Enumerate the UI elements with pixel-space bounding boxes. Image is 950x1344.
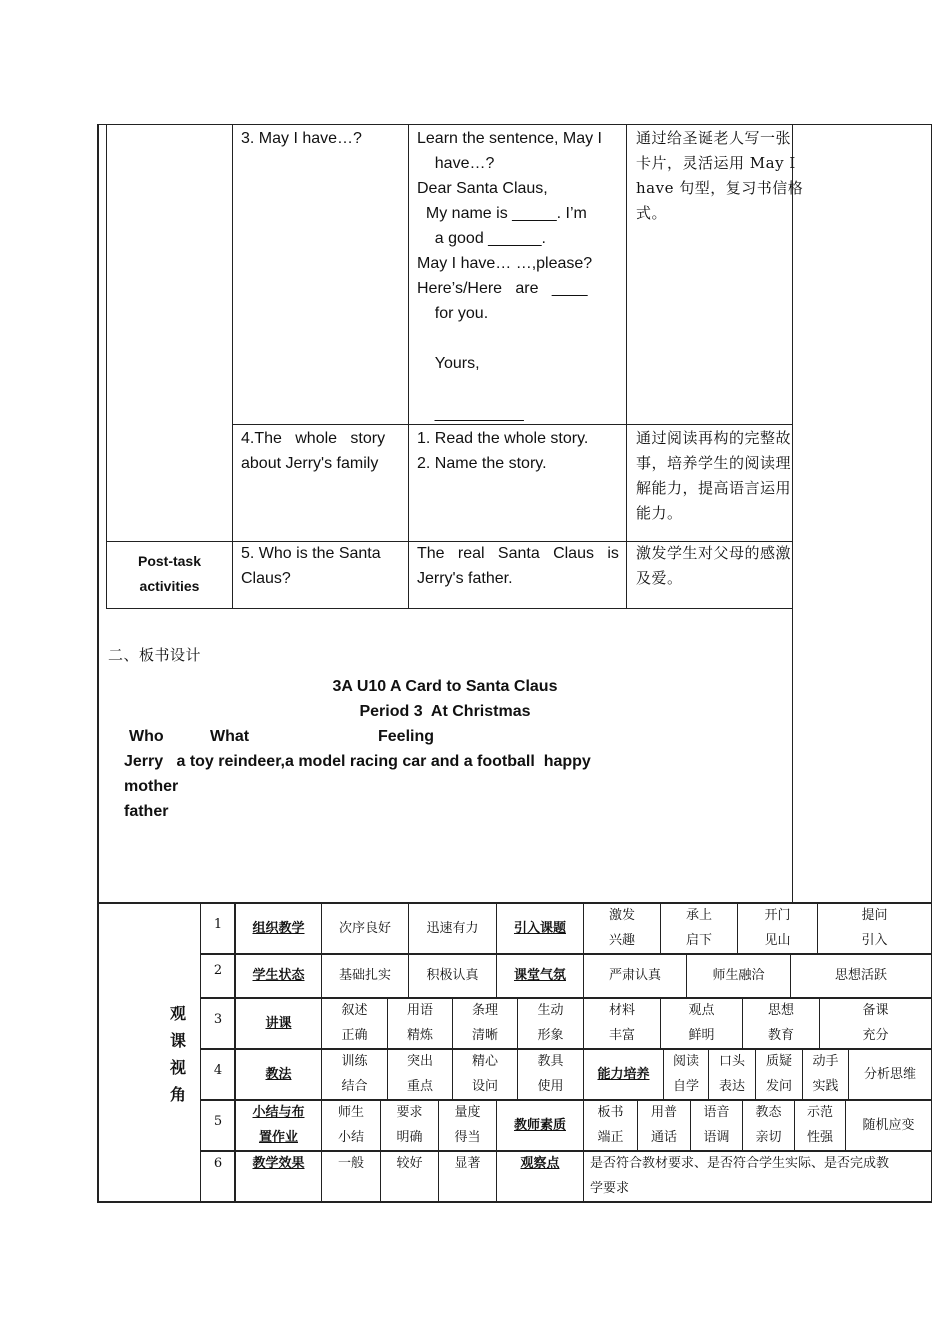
obs-side-char: 观 bbox=[169, 1004, 186, 1023]
obs-cell: 阅读 自学 bbox=[672, 1054, 699, 1094]
activity-line: 1. Read the whole story. bbox=[417, 430, 589, 447]
lesson-col-line-1 bbox=[232, 124, 233, 609]
purpose-line: 式。 bbox=[636, 204, 668, 222]
obs-cell-category: 观察点 bbox=[520, 1156, 560, 1171]
obs-cell: 用普 通话 bbox=[650, 1105, 677, 1145]
activity-line: May I have… …,please? bbox=[417, 255, 593, 272]
outer-bottom-border bbox=[97, 1201, 932, 1203]
stage-line: activities bbox=[139, 578, 200, 594]
obs-cell: 条理 清晰 bbox=[471, 1003, 498, 1043]
purpose-line: 事，培养学生的阅读理 bbox=[636, 454, 792, 472]
lesson-step-3: 3. May I have…? bbox=[241, 130, 362, 147]
activity-line: Jerry's father. bbox=[417, 570, 513, 587]
lesson-table-bottom bbox=[106, 608, 793, 609]
lesson-purpose-3 bbox=[636, 126, 816, 226]
board-subtitle: Period 3 At Christmas bbox=[359, 703, 531, 720]
obs-cell: 教态 亲切 bbox=[755, 1105, 782, 1145]
obs-cell: 语音 语调 bbox=[703, 1105, 730, 1145]
obs-row-num: 5 bbox=[213, 1114, 223, 1129]
obs-cell: 教具 使用 bbox=[537, 1054, 564, 1094]
obs-side-char: 角 bbox=[169, 1085, 186, 1104]
activity-line: Yours, bbox=[417, 355, 480, 372]
obs-cell: 积极认真 bbox=[426, 968, 479, 983]
obs-cell-category: 教法 bbox=[265, 1067, 292, 1082]
board-heading: 二、板书设计 bbox=[108, 646, 202, 664]
obs-cell: 板书 端正 bbox=[597, 1105, 624, 1145]
obs-cell: 显著 bbox=[454, 1156, 481, 1171]
obs-cell: 思想 教育 bbox=[767, 1003, 794, 1043]
obs-cell: 激发 兴趣 bbox=[608, 908, 635, 948]
obs-row-num: 4 bbox=[213, 1063, 223, 1078]
obs-row-num: 6 bbox=[213, 1156, 223, 1171]
obs-cell: 观点 鲜明 bbox=[688, 1003, 715, 1043]
obs-cell: 基础扎实 bbox=[338, 968, 391, 983]
obs-label-col-line bbox=[200, 902, 201, 1202]
obs-cell-note: 是否符合教材要求、是否符合学生实际、是否完成教 学要求 bbox=[590, 1156, 890, 1196]
obs-cell: 随机应变 bbox=[862, 1118, 915, 1133]
board-title: 3A U10 A Card to Santa Claus bbox=[332, 678, 558, 695]
lesson-col-line-2 bbox=[408, 124, 409, 609]
obs-cell-line bbox=[583, 1151, 584, 1202]
stage-line: Post-task bbox=[137, 553, 202, 569]
step-line: 4.The whole story bbox=[241, 430, 386, 447]
lesson-activity-4 bbox=[417, 426, 621, 476]
purpose-line: 卡片，灵活运用 May I bbox=[636, 154, 796, 172]
activity-line: Here’s/Here are ____ bbox=[417, 280, 588, 297]
obs-cell: 要求 明确 bbox=[396, 1105, 423, 1145]
obs-row-num: 3 bbox=[213, 1012, 223, 1027]
obs-cell: 示范 性强 bbox=[806, 1105, 833, 1145]
outer-left-border bbox=[97, 124, 99, 1202]
obs-cell: 突出 重点 bbox=[406, 1054, 433, 1094]
obs-cell: 动手 实践 bbox=[812, 1054, 839, 1094]
lesson-purpose-4 bbox=[636, 426, 816, 526]
obs-cell: 思想活跃 bbox=[834, 968, 887, 983]
purpose-line: 能力。 bbox=[636, 504, 683, 522]
obs-cell: 材料 丰富 bbox=[608, 1003, 635, 1043]
obs-cell-category: 小结与布 置作业 bbox=[252, 1105, 305, 1145]
obs-row-num: 1 bbox=[213, 917, 223, 932]
lesson-stage-post-task bbox=[107, 549, 232, 599]
board-line-father: father bbox=[124, 803, 169, 820]
obs-cell: 分析思维 bbox=[863, 1067, 916, 1082]
activity-line bbox=[417, 326, 621, 351]
obs-cell: 提问 引入 bbox=[861, 908, 888, 948]
obs-cell: 精心 设问 bbox=[471, 1054, 498, 1094]
obs-row-num: 2 bbox=[213, 963, 223, 978]
obs-cell-category: 引入课题 bbox=[513, 921, 566, 936]
board-col-who: Who bbox=[129, 728, 164, 745]
obs-cell: 质疑 发问 bbox=[765, 1054, 792, 1094]
lesson-step-4 bbox=[241, 426, 401, 476]
board-col-what: What bbox=[210, 728, 250, 745]
activity-line: The real Santa Claus is bbox=[417, 545, 619, 562]
obs-cell: 师生融洽 bbox=[712, 968, 765, 983]
obs-side-char: 课 bbox=[169, 1031, 186, 1050]
activity-line: __________ bbox=[417, 405, 524, 422]
purpose-line: 解能力，提高语言运用 bbox=[636, 479, 792, 497]
obs-cell-category: 讲课 bbox=[265, 1016, 292, 1031]
lesson-table-left bbox=[106, 124, 107, 609]
obs-cell-category: 能力培养 bbox=[597, 1067, 650, 1082]
purpose-line: 通过给圣诞老人写一张 bbox=[636, 129, 792, 147]
board-line-mother: mother bbox=[124, 778, 179, 795]
board-col-feeling: Feeling bbox=[378, 728, 435, 745]
lesson-step-5 bbox=[241, 541, 401, 591]
activity-line: a good ______. bbox=[417, 230, 546, 247]
lesson-activity-3 bbox=[417, 126, 621, 426]
outer-right-border bbox=[931, 124, 932, 1202]
purpose-line: have 句型，复习书信格 bbox=[636, 179, 804, 197]
obs-cell: 叙述 正确 bbox=[341, 1003, 368, 1043]
activity-line: 2. Name the story. bbox=[417, 455, 547, 472]
obs-cell: 口头 表达 bbox=[718, 1054, 745, 1094]
obs-side-char: 视 bbox=[169, 1058, 186, 1077]
obs-cell: 生动 形象 bbox=[537, 1003, 564, 1043]
step-line: 5. Who is the Santa bbox=[241, 545, 381, 562]
activity-line: for you. bbox=[417, 305, 489, 322]
obs-cell-category: 教学效果 bbox=[252, 1156, 305, 1171]
step-line: Claus? bbox=[241, 570, 291, 587]
obs-cell: 备课 充分 bbox=[862, 1003, 889, 1043]
obs-cell: 一般 bbox=[337, 1156, 364, 1171]
obs-cell: 用语 精炼 bbox=[406, 1003, 433, 1043]
obs-cell: 次序良好 bbox=[338, 921, 391, 936]
activity-line: have…? bbox=[417, 155, 495, 172]
outer-top-border bbox=[97, 124, 932, 125]
purpose-line: 激发学生对父母的感激 bbox=[636, 544, 792, 562]
step-line: about Jerry's family bbox=[241, 455, 379, 472]
purpose-line: 通过阅读再构的完整故 bbox=[636, 429, 792, 447]
activity-line: Learn the sentence, May I bbox=[417, 130, 602, 147]
lesson-purpose-5 bbox=[636, 541, 816, 591]
obs-cell-category: 组织教学 bbox=[252, 921, 305, 936]
obs-cell: 严肃认真 bbox=[608, 968, 661, 983]
lesson-activity-5 bbox=[417, 541, 621, 591]
obs-cell: 承上 启下 bbox=[685, 908, 712, 948]
board-line-jerry: Jerry a toy reindeer,a model racing car and a football happy bbox=[124, 753, 591, 770]
obs-cell: 量度 得当 bbox=[454, 1105, 481, 1145]
obs-cell-category: 学生状态 bbox=[252, 968, 305, 983]
purpose-line: 及爱。 bbox=[636, 569, 683, 587]
activity-line bbox=[417, 376, 621, 401]
activity-line: My name is _____. I’m bbox=[417, 205, 587, 222]
obs-cell: 训练 结合 bbox=[341, 1054, 368, 1094]
obs-cell: 迅速有力 bbox=[426, 921, 479, 936]
obs-cell: 开门 见山 bbox=[764, 908, 791, 948]
obs-cell-category: 课堂气氛 bbox=[513, 968, 566, 983]
lesson-col-line-3 bbox=[626, 124, 627, 609]
obs-side-label bbox=[160, 1000, 196, 1108]
activity-line: Dear Santa Claus, bbox=[417, 180, 548, 197]
obs-cell-category: 教师素质 bbox=[513, 1118, 566, 1133]
obs-cell: 较好 bbox=[396, 1156, 423, 1171]
obs-row-line-1 bbox=[200, 953, 932, 955]
obs-cell: 师生 小结 bbox=[337, 1105, 364, 1145]
